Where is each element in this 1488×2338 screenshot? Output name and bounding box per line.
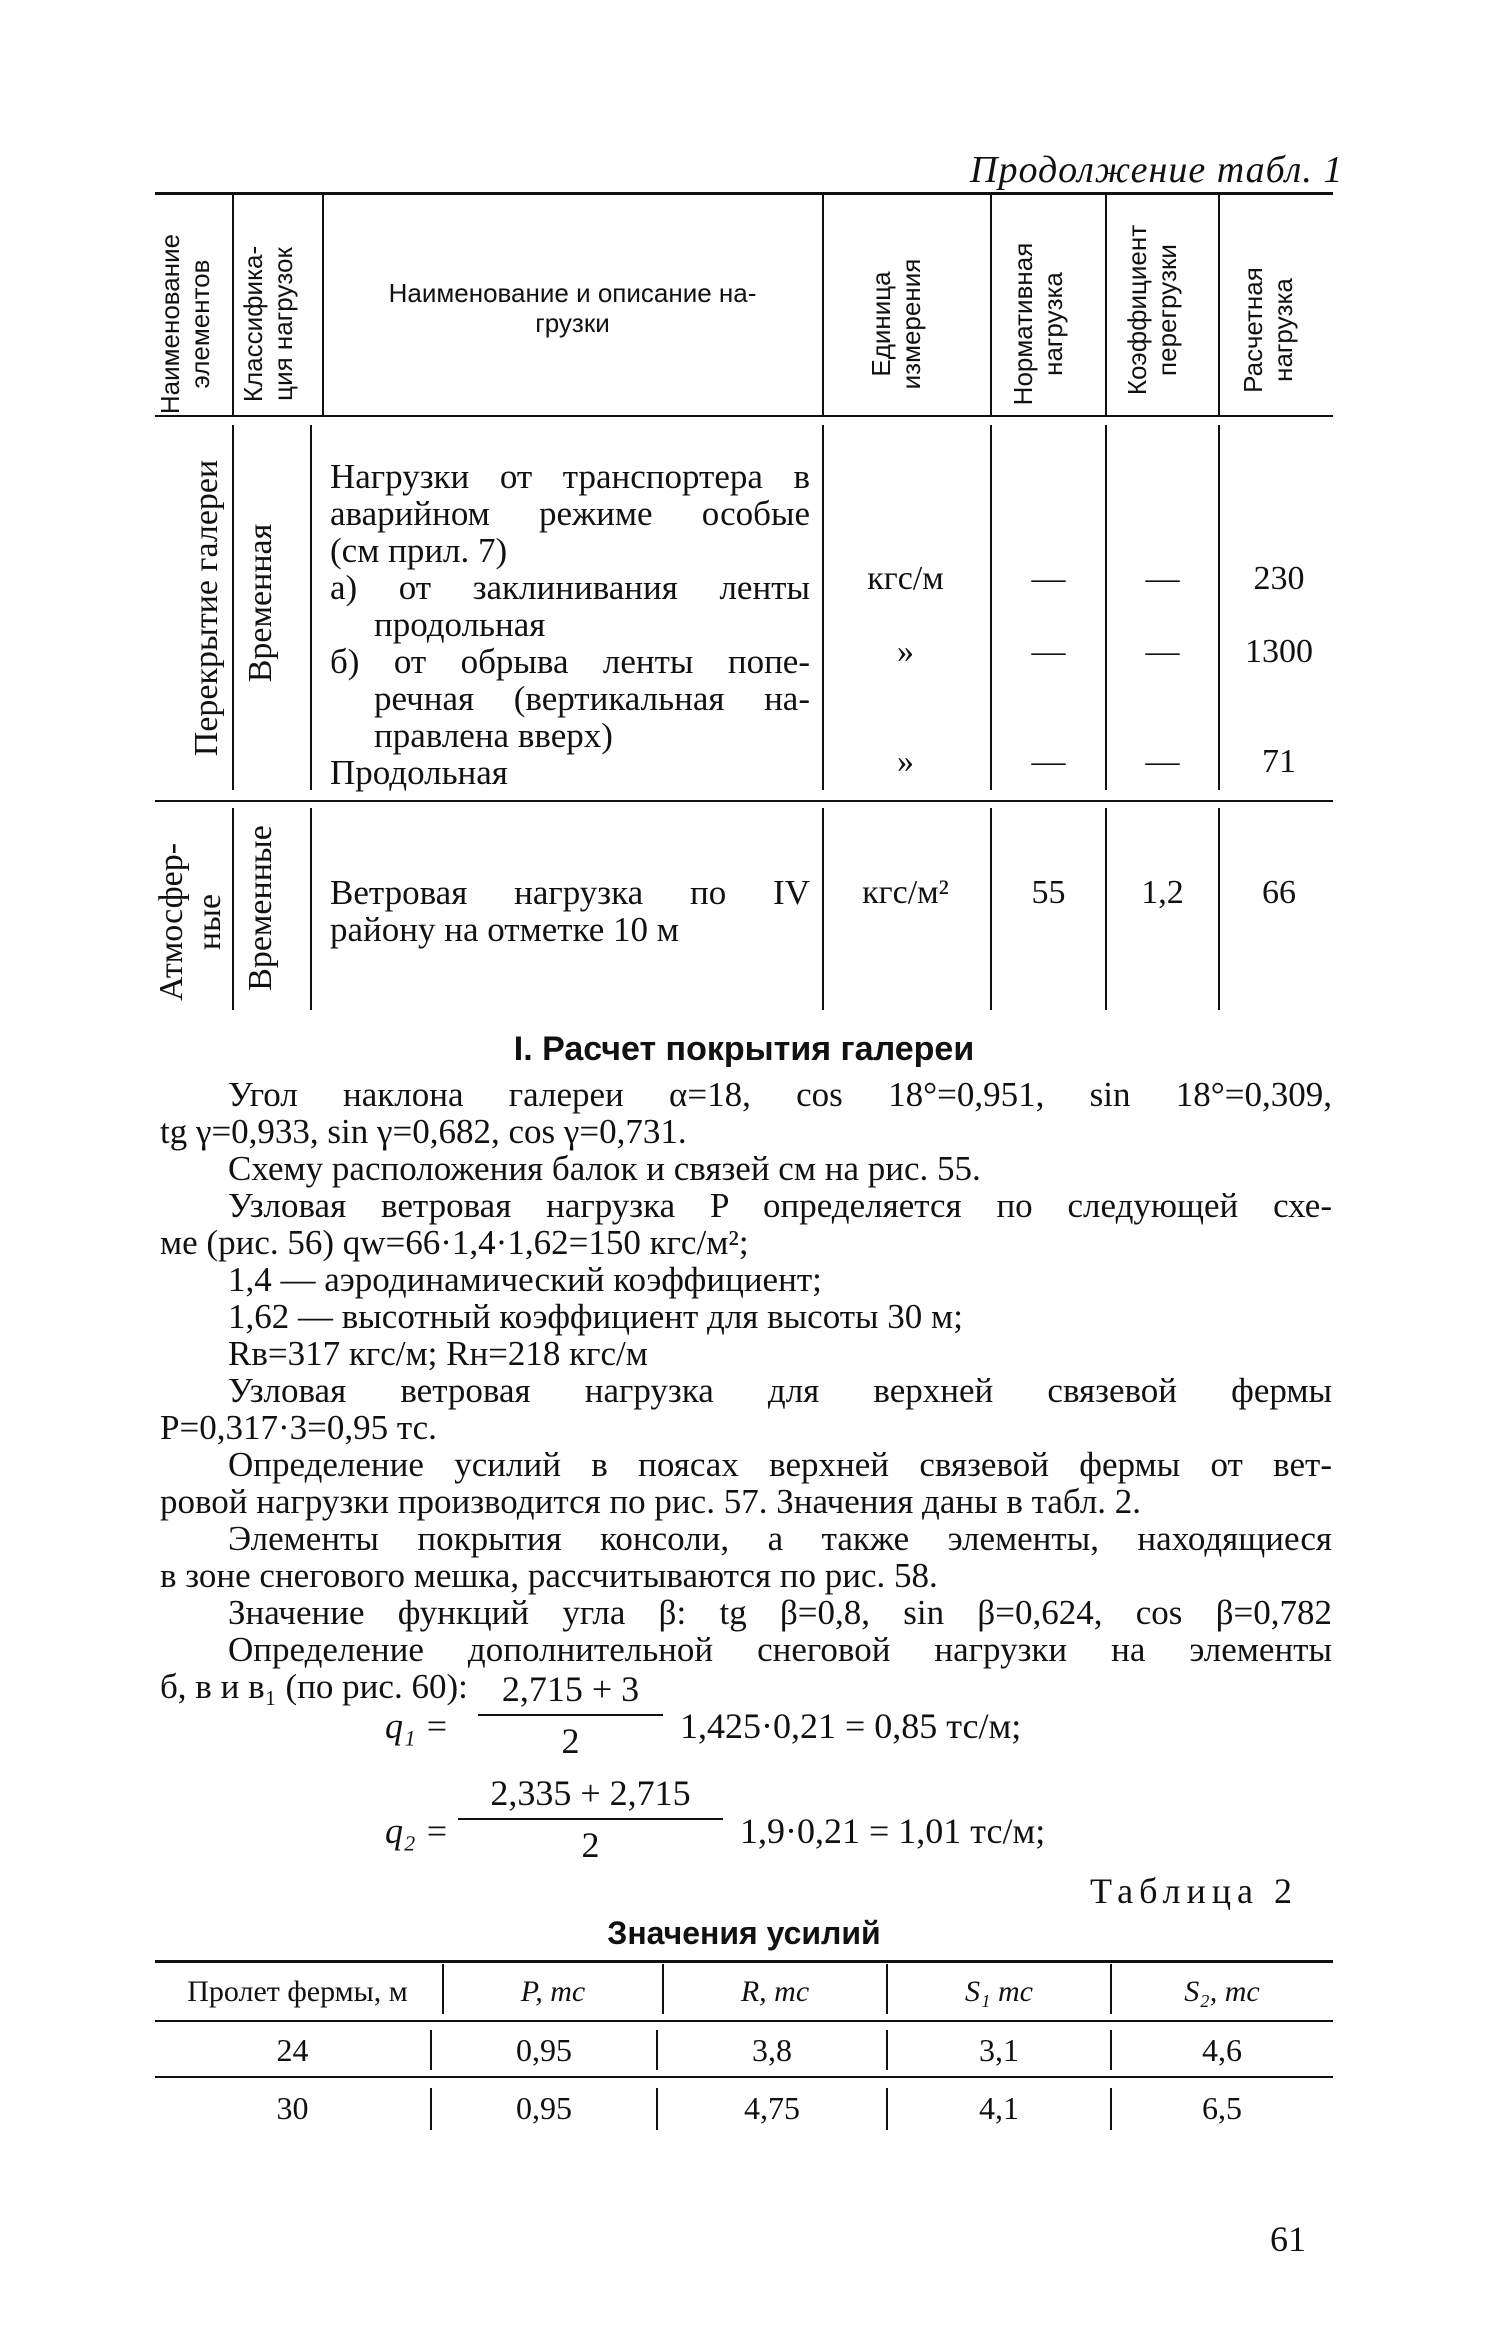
p5: 1,62 — высотный коэффициент для высоты 30 м; — [228, 1297, 963, 1336]
t2-header-r: R, тс — [740, 1975, 810, 2008]
header-calculated: Расчетная нагрузка — [1238, 267, 1298, 393]
table-row: 30 — [276, 2090, 309, 2126]
p7-line2: P=0,317·3=0,95 тс. — [160, 1408, 437, 1447]
table-cell: 0,95 — [516, 2032, 572, 2068]
g2r1-norm: 55 — [1031, 874, 1066, 911]
p9-line1: Элементы покрытия консоли, а также элементы, находящиеся — [228, 1519, 1332, 1558]
p11-line1: Определение дополнительной снеговой нагрузки на элементы — [228, 1630, 1332, 1669]
g1r1-norm: — — [1031, 560, 1066, 597]
table-cell: 0,95 — [516, 2090, 572, 2126]
g1r1-unit: кгс/м — [867, 560, 944, 597]
group2-element: Атмосфер- ные — [153, 842, 228, 1002]
g1r1-coef: — — [1145, 560, 1180, 597]
table-cell: 3,1 — [979, 2032, 1019, 2068]
t2-header-s1: S₁ тс — [965, 1975, 1033, 2008]
t2-header-span: Пролет фермы, м — [187, 1975, 408, 2008]
t2-header-p: P, тс — [520, 1975, 586, 2008]
g1r3-unit: » — [897, 743, 914, 780]
p2: Схему расположения балок и связей см на рис. 55. — [228, 1149, 981, 1188]
q1-denominator: 2 — [561, 1721, 580, 1761]
g1r2-coef: — — [1145, 633, 1180, 670]
header-description: Наименование и описание на- грузки — [388, 278, 757, 338]
t2-header-s2: S₂, тс — [1184, 1975, 1260, 2008]
header-normative: Нормативная нагрузка — [1008, 242, 1068, 406]
q1-lhs: q₁ = — [385, 1706, 449, 1746]
q1-rhs: 1,425·0,21 = 0,85 тс/м; — [680, 1706, 1022, 1746]
g1r3-calc: 71 — [1262, 743, 1296, 780]
p11-line2: б, в и в₁ (по рис. 60): — [160, 1667, 468, 1706]
p10: Значение функций угла β: tg β=0,8, sin β=0,624, cos β=0,782 — [228, 1593, 1332, 1632]
table-cell: 6,5 — [1202, 2090, 1242, 2126]
table2-top-rule — [155, 1960, 1333, 1963]
group2-description: Ветровая нагрузка по IV району на отметке 10 м — [330, 873, 810, 949]
group1-element: Перекрытие галереи — [188, 459, 225, 757]
table-cell: 4,75 — [744, 2090, 800, 2126]
table2-row-rule — [155, 2076, 1333, 2078]
continuation-label: Продолжение табл. 1 — [970, 149, 1344, 191]
table1-group-rule — [155, 800, 1333, 802]
header-coefficient: Коэффициент перегрузки — [1122, 224, 1182, 396]
table-cell: 3,8 — [752, 2032, 792, 2068]
table-cell: 4,1 — [979, 2090, 1019, 2126]
header-elements: Наименование элементов — [155, 233, 215, 415]
group2-class: Временные — [242, 825, 279, 991]
table2-title: Значения усилий — [607, 1915, 881, 1951]
q1-fraction-bar — [478, 1714, 663, 1716]
group1-class: Временная — [242, 523, 279, 683]
q2-lhs: q₂ = — [385, 1811, 449, 1851]
p1-line2: tg γ=0,933, sin γ=0,682, cos γ=0,731. — [160, 1112, 687, 1151]
p8-line2: ровой нагрузки производится по рис. 57. Значения даны в табл. 2. — [160, 1482, 1142, 1521]
g2r1-calc: 66 — [1262, 874, 1296, 911]
table2-header-rule — [155, 2020, 1333, 2022]
q2-denominator: 2 — [581, 1825, 600, 1865]
g2r1-coef: 1,2 — [1141, 874, 1184, 911]
header-unit: Единица измерения — [866, 258, 926, 390]
p3-line2: ме (рис. 56) qw=66·1,4·1,62=150 кгс/м²; — [160, 1223, 749, 1262]
page-number: 61 — [1270, 2219, 1306, 2259]
q2-rhs: 1,9·0,21 = 1,01 тс/м; — [740, 1811, 1046, 1851]
p8-line1: Определение усилий в поясах верхней связевой фермы от вет- — [228, 1445, 1332, 1484]
p6: Rв=317 кгс/м; Rн=218 кгс/м — [228, 1334, 648, 1373]
table2-label: Таблица 2 — [1090, 1871, 1298, 1911]
q1-numerator: 2,715 + 3 — [501, 1669, 640, 1709]
g2r1-unit: кгс/м² — [862, 874, 949, 911]
body-text — [160, 1076, 1332, 1705]
p1-line1: Угол наклона галереи α=18, cos 18°=0,951, sin 18°=0,309, — [228, 1075, 1332, 1114]
table-cell: 4,6 — [1202, 2032, 1242, 2068]
table1-top-rule — [155, 192, 1333, 195]
q2-fraction-bar — [458, 1818, 723, 1820]
p9-line2: в зоне снегового мешка, рассчитываются по рис. 58. — [160, 1556, 938, 1595]
section-title: I. Расчет покрытия галереи — [513, 1030, 975, 1068]
q2-numerator: 2,335 + 2,715 — [490, 1773, 691, 1813]
g1r1-calc: 230 — [1253, 560, 1305, 597]
group1-description: Нагрузки от транспортера в аварийном режиме особые (см прил. 7) а) от заклинивания ленты продольная б) от обрыва ленты попе- речная (вертикальная на- правлена вверх) Продольная — [330, 457, 810, 792]
p7-line1: Узловая ветровая нагрузка для верхней связевой фермы — [228, 1371, 1332, 1410]
p3-line1: Узловая ветровая нагрузка P определяется по следующей схе- — [228, 1186, 1332, 1225]
g1r3-coef: — — [1145, 743, 1180, 780]
header-load-class: Классифика- ция нагрузок — [238, 245, 298, 403]
g1r2-norm: — — [1031, 633, 1066, 670]
p4: 1,4 — аэродинамический коэффициент; — [228, 1260, 822, 1299]
g1r3-norm: — — [1031, 743, 1066, 780]
table-row: 24 — [276, 2032, 309, 2068]
g1r2-calc: 1300 — [1245, 633, 1313, 670]
g1r2-unit: » — [897, 633, 914, 670]
